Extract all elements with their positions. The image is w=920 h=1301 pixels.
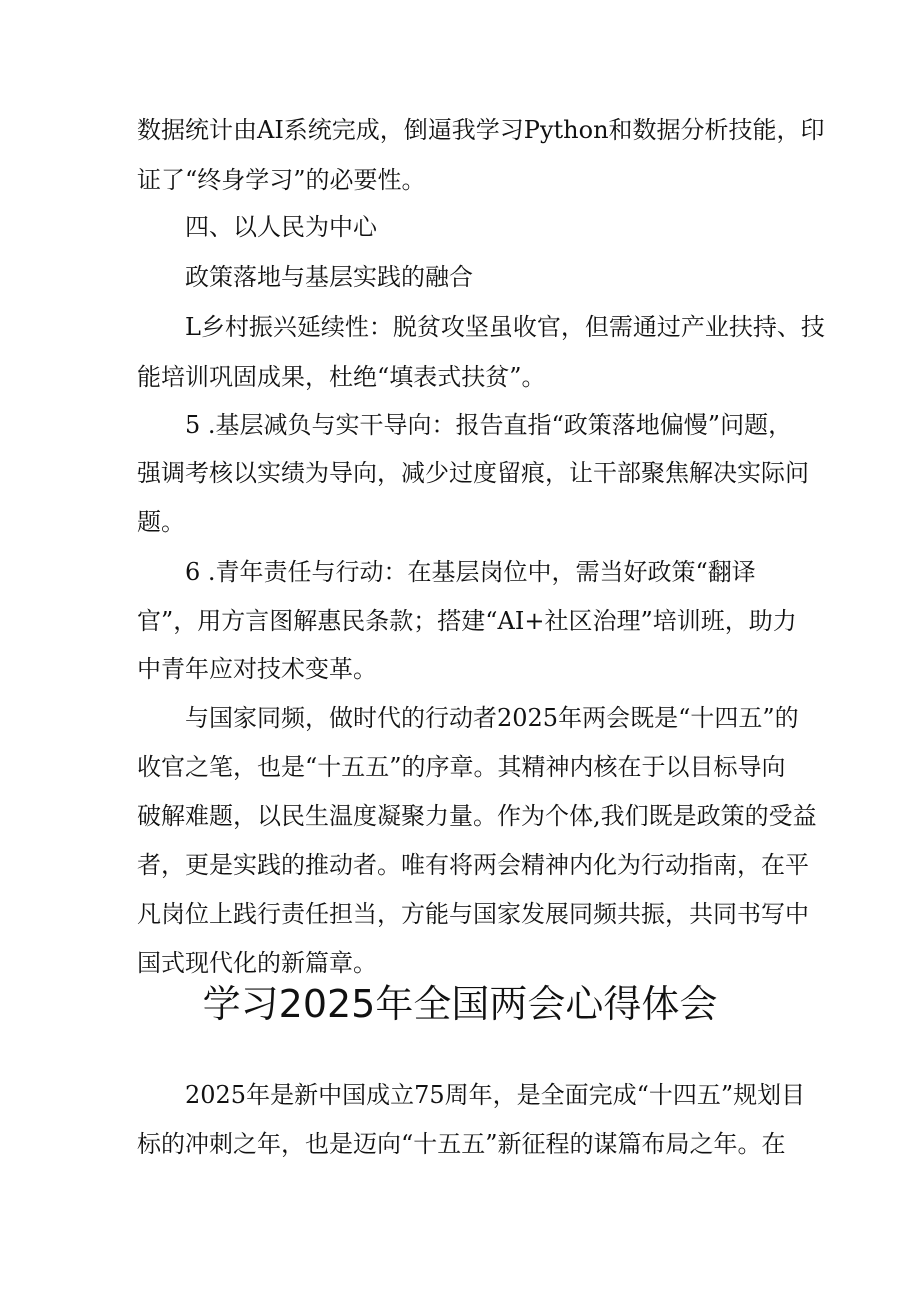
paragraph-line: 标的冲刺之年，也是迈向“十五五”新征程的谋篇布局之年。在 <box>137 1130 786 1158</box>
paragraph-line: 5 .基层减负与实干导向：报告直指“政策落地偏慢”问题， <box>185 411 793 439</box>
paragraph-line: 中青年应对技术变革。 <box>137 655 377 683</box>
section-subheading: 政策落地与基层实践的融合 <box>185 263 473 291</box>
paragraph-line: 破解难题，以民生温度凝聚力量。作为个体,我们既是政策的受益 <box>137 802 817 830</box>
paragraph-line: 强调考核以实绩为导向，减少过度留痕，让干部聚焦解决实际问 <box>137 459 809 487</box>
paragraph-line: 2025年是新中国成立75周年，是全面完成“十四五”规划目 <box>185 1081 806 1109</box>
document-title: 学习2025年全国两会心得体会 <box>202 982 718 1026</box>
paragraph-line: 数据统计由AI系统完成，倒逼我学习Python和数据分析技能，印 <box>137 116 825 144</box>
paragraph-line: 收官之笔，也是“十五五”的序章。其精神内核在于以目标导向 <box>137 753 786 781</box>
paragraph-line: 与国家同频，做时代的行动者2025年两会既是“十四五”的 <box>185 704 799 732</box>
paragraph-line: 能培训巩固成果，杜绝“填表式扶贫”。 <box>137 363 546 391</box>
paragraph-line: 国式现代化的新篇章。 <box>137 949 377 977</box>
paragraph-line: 凡岗位上践行责任担当，方能与国家发展同频共振，共同书写中 <box>137 900 809 928</box>
paragraph-line: 6 .青年责任与行动：在基层岗位中，需当好政策“翻译 <box>185 558 756 586</box>
paragraph-line: 题。 <box>137 508 185 536</box>
section-heading: 四、以人民为中心 <box>185 213 377 241</box>
paragraph-line: 证了“终身学习”的必要性。 <box>137 166 426 194</box>
paragraph-line: L乡村振兴延续性：脱贫攻坚虽收官，但需通过产业扶持、技 <box>185 313 825 341</box>
paragraph-line: 官”，用方言图解惠民条款；搭建“AI+社区治理”培训班，助力 <box>137 607 797 635</box>
paragraph-line: 者，更是实践的推动者。唯有将两会精神内化为行动指南，在平 <box>137 851 809 879</box>
